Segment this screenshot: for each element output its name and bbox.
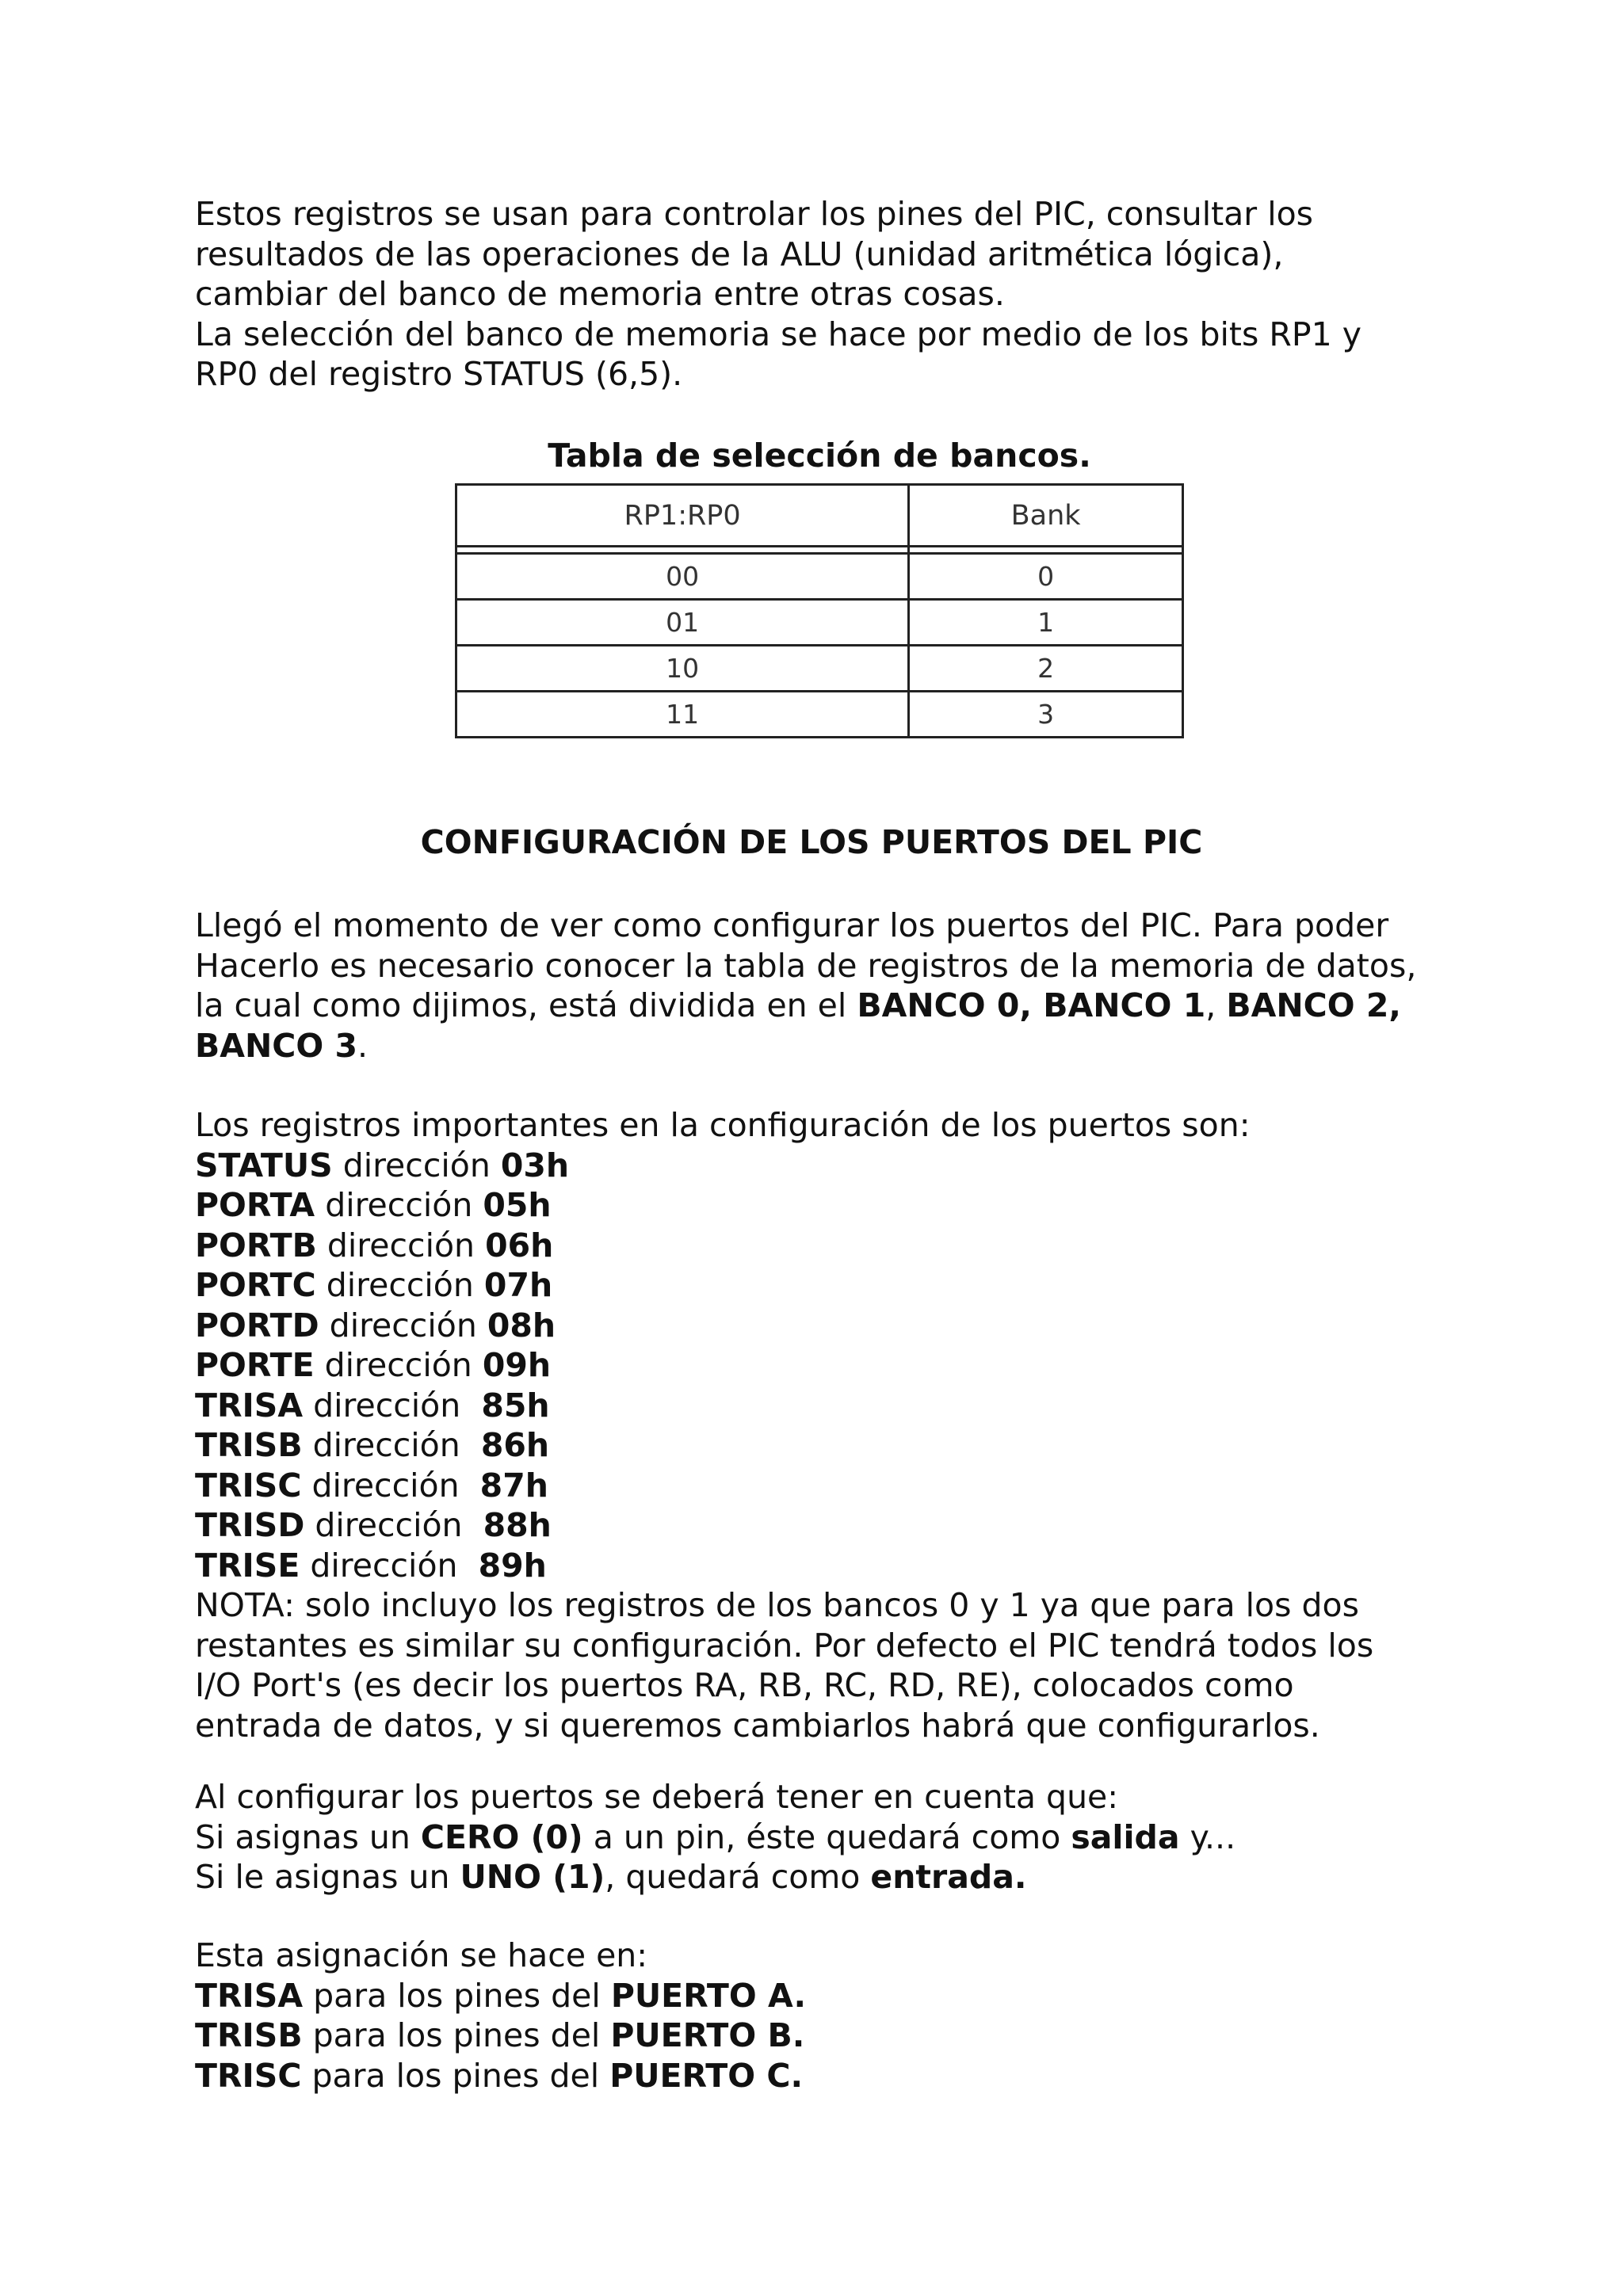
register-item — [195, 1466, 1479, 1506]
config-line-one — [195, 1857, 1479, 1897]
text: , — [1205, 986, 1227, 1024]
paragraph-line — [195, 1026, 1479, 1066]
register-label: dirección — [304, 1506, 483, 1544]
register-item — [195, 1265, 1479, 1306]
register-label: dirección — [316, 1226, 486, 1264]
assignment-list — [195, 1936, 1479, 2096]
config-line-zero — [195, 1817, 1479, 1858]
port-name: PUERTO A. — [610, 1976, 807, 2015]
register-item — [195, 1505, 1479, 1546]
table-header-row — [456, 485, 1183, 547]
table-row — [456, 600, 1183, 646]
config-intro: Al configurar los puertos se deberá tener en cuenta que: — [195, 1778, 1119, 1816]
table-header-cell: Bank — [909, 485, 1183, 547]
table-cell: 2 — [909, 646, 1183, 692]
register-address: 07h — [483, 1266, 553, 1304]
assign-row — [195, 2056, 1479, 2096]
table-separator — [456, 547, 1183, 554]
text: . — [357, 1026, 369, 1065]
register-item — [195, 1386, 1479, 1426]
intro-line: cambiar del banco de memoria entre otras cosas. — [195, 275, 1005, 313]
register-items — [195, 1146, 1479, 1586]
register-address: 88h — [483, 1506, 552, 1544]
text: , quedará como — [605, 1858, 871, 1896]
bold-text: UNO (1) — [460, 1858, 605, 1896]
table-title: Tabla de selección de bancos. — [548, 437, 1091, 475]
register-name: PORTA — [195, 1186, 315, 1224]
text: Si le asignas un — [195, 1858, 460, 1896]
intro-line: RP0 del registro STATUS (6,5). — [195, 355, 683, 393]
table-header-cell: RP1:RP0 — [456, 485, 909, 547]
paragraph-line: Llegó el momento de ver como configurar los puertos del PIC. Para poder — [195, 906, 1389, 944]
register-item — [195, 1306, 1479, 1346]
register-name: TRISA — [195, 1976, 304, 2015]
register-item — [195, 1146, 1479, 1186]
intro-line: Estos registros se usan para controlar los pines del PIC, consultar los — [195, 195, 1314, 233]
register-address: 89h — [478, 1546, 547, 1585]
register-address: 03h — [500, 1146, 570, 1184]
register-label: dirección — [300, 1546, 479, 1585]
register-name: TRISB — [195, 2016, 303, 2054]
table-cell: 10 — [456, 646, 909, 692]
register-address: 87h — [479, 1466, 548, 1505]
intro-line: La selección del banco de memoria se hace por medio de los bits RP1 y — [195, 315, 1361, 353]
assign-intro: Esta asignación se hace en: — [195, 1936, 648, 1974]
table-cell: 3 — [909, 692, 1183, 738]
table-cell: 01 — [456, 600, 909, 646]
port-name: PUERTO B. — [610, 2016, 805, 2054]
nota-line: I/O Port's (es decir los puertos RA, RB, RC, RD, RE), colocados como — [195, 1666, 1294, 1704]
registers-intro: Los registros importantes en la configuración de los puertos son: — [195, 1106, 1251, 1144]
register-name: TRISE — [195, 1546, 300, 1585]
nota-line: NOTA: solo incluyo los registros de los bancos 0 y 1 ya que para los dos — [195, 1586, 1359, 1624]
register-name: TRISA — [195, 1386, 304, 1425]
text: Si asignas un — [195, 1817, 421, 1856]
bold-text: salida — [1071, 1817, 1180, 1856]
register-label: dirección — [315, 1266, 484, 1304]
intro-line: resultados de las operaciones de la ALU (unidad aritmética lógica), — [195, 235, 1284, 273]
register-name: TRISB — [195, 1426, 303, 1464]
table-row — [456, 554, 1183, 600]
table-row — [456, 692, 1183, 738]
table-cell: 1 — [909, 600, 1183, 646]
text: para los pines del — [302, 2016, 611, 2054]
bold-text: BANCO 2, — [1226, 986, 1401, 1024]
register-label: dirección — [301, 1466, 480, 1505]
bold-text: BANCO 3 — [195, 1026, 358, 1065]
config-rules — [195, 1777, 1479, 1897]
register-name: TRISD — [195, 1506, 305, 1544]
nota-line: entrada de datos, y si queremos cambiarlos habrá que configurarlos. — [195, 1706, 1320, 1745]
assign-row — [195, 1976, 1479, 2016]
register-name: PORTC — [195, 1266, 316, 1304]
register-label: dirección — [303, 1386, 482, 1425]
bold-text: CERO (0) — [420, 1817, 583, 1856]
table-cell: 11 — [456, 692, 909, 738]
table-cell: 00 — [456, 554, 909, 600]
paragraph-line: Hacerlo es necesario conocer la tabla de registros de la memoria de datos, — [195, 946, 1417, 985]
register-address: 05h — [483, 1186, 552, 1224]
table-row — [456, 646, 1183, 692]
text: para los pines del — [303, 1976, 611, 2015]
register-address: 08h — [487, 1306, 556, 1344]
register-name: TRISC — [195, 1466, 302, 1505]
register-name: STATUS — [195, 1146, 333, 1184]
register-address: 06h — [485, 1226, 554, 1264]
register-address: 85h — [481, 1386, 550, 1425]
registers-list — [195, 1105, 1479, 1745]
register-name: PORTD — [195, 1306, 319, 1344]
text: para los pines del — [301, 2056, 610, 2095]
register-label: dirección — [332, 1146, 501, 1184]
bold-text: entrada. — [870, 1858, 1027, 1896]
register-item — [195, 1185, 1479, 1226]
text: a un pin, éste quedará como — [582, 1817, 1071, 1856]
text: y... — [1179, 1817, 1236, 1856]
config-paragraph — [195, 906, 1479, 1066]
text: la cual como dijimos, está dividida en el — [195, 986, 857, 1024]
register-label: dirección — [302, 1426, 481, 1464]
register-address: 86h — [480, 1426, 550, 1464]
register-label: dirección — [315, 1186, 483, 1224]
register-label: dirección — [319, 1306, 487, 1344]
intro-paragraph — [195, 194, 1479, 395]
register-name: PORTB — [195, 1226, 317, 1264]
register-name: TRISC — [195, 2056, 302, 2095]
bank-selection-table — [455, 483, 1184, 738]
register-address: 09h — [482, 1346, 552, 1384]
port-name: PUERTO C. — [609, 2056, 804, 2095]
register-item — [195, 1546, 1479, 1586]
paragraph-line — [195, 986, 1479, 1026]
assign-row — [195, 2016, 1479, 2056]
bold-text: BANCO 0, BANCO 1 — [857, 986, 1206, 1024]
table-cell: 0 — [909, 554, 1183, 600]
register-label: dirección — [314, 1346, 483, 1384]
register-item — [195, 1345, 1479, 1386]
section-heading: CONFIGURACIÓN DE LOS PUERTOS DEL PIC — [420, 823, 1203, 861]
register-name: PORTE — [195, 1346, 315, 1384]
register-item — [195, 1226, 1479, 1266]
register-item — [195, 1425, 1479, 1466]
nota-line: restantes es similar su configuración. Por defecto el PIC tendrá todos los — [195, 1626, 1374, 1665]
